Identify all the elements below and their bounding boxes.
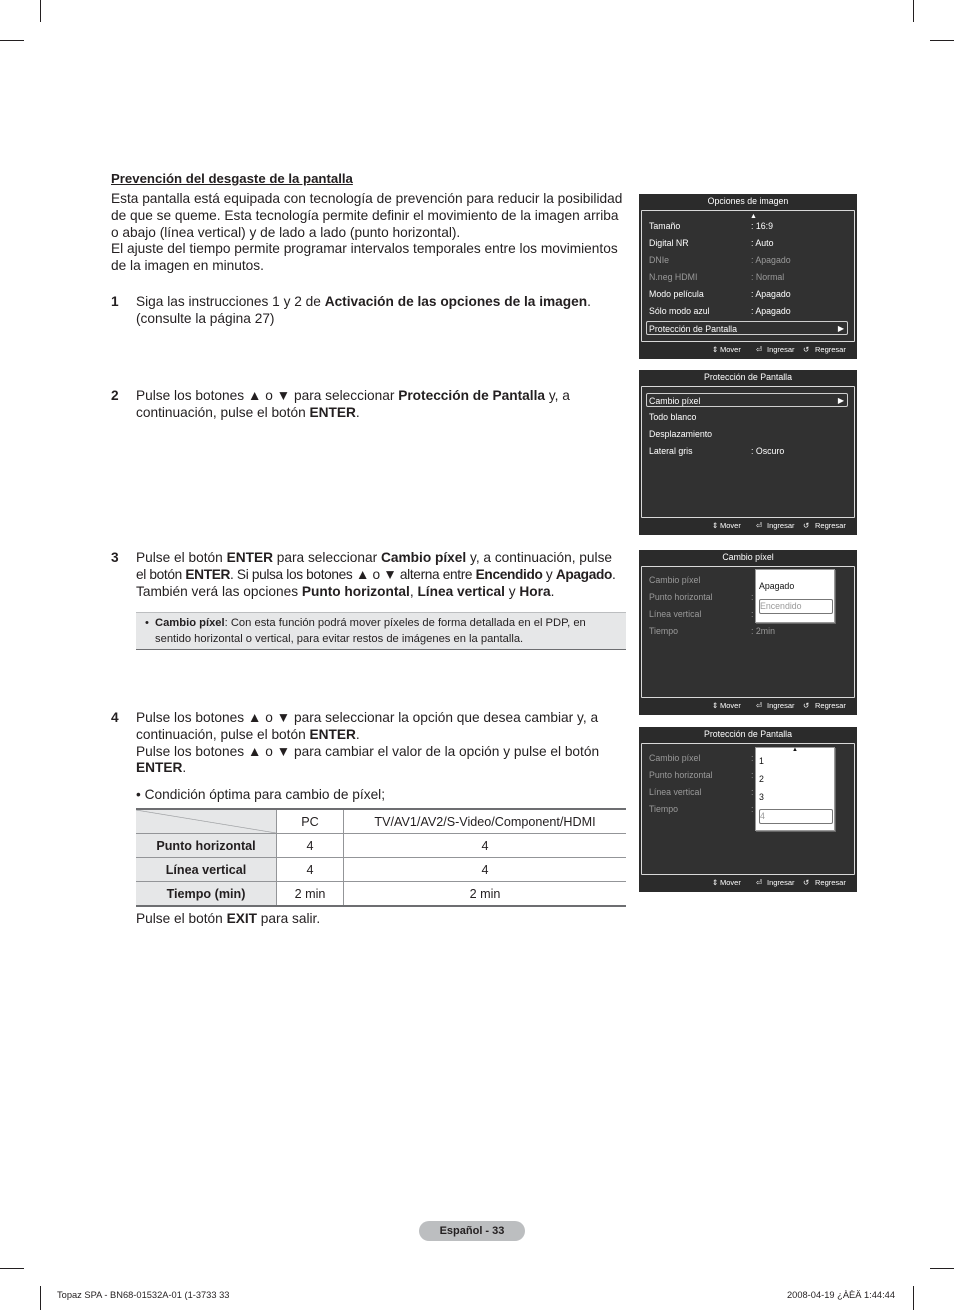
crop-mark-bottom-right-v xyxy=(913,1286,914,1310)
step-number: 3 xyxy=(111,550,119,565)
table-row xyxy=(136,858,626,882)
osd-screen-protection-values xyxy=(639,727,857,892)
osd-picture-options xyxy=(639,194,857,359)
osd-footer: ⇕ Mover ⏎ Ingresar ↺ Regresar xyxy=(712,701,846,710)
scroll-up-arrow-icon: ▲ xyxy=(750,213,757,220)
table-row xyxy=(136,834,626,858)
return-icon: ↺ xyxy=(803,701,810,710)
popup-option[interactable]: 2 xyxy=(759,774,764,784)
crop-mark-bottom-left-h xyxy=(0,1268,24,1269)
move-icon: ⇕ xyxy=(712,878,719,887)
note-box: • Cambio píxel: Con esta función podrá mover píxeles de forma detallada en el PDP, en sentido horizontal o vertical, para evitar restos de imágenes en la pantalla. xyxy=(136,612,626,650)
osd-menu-item[interactable]: Cambio píxel xyxy=(649,575,701,585)
page-number-badge: Español - 33 xyxy=(419,1221,525,1241)
osd-menu-item[interactable]: Tiempo : xyxy=(649,804,754,814)
osd-menu-item[interactable]: Desplazamiento xyxy=(649,429,713,439)
table-row-header: Punto horizontal xyxy=(136,834,277,858)
osd-menu-item[interactable]: Tiempo : 2min xyxy=(649,626,775,636)
table-row-header: Línea vertical xyxy=(136,858,277,882)
osd-menu-item-disabled: DNIe : Apagado xyxy=(649,255,791,265)
osd-menu-item[interactable]: Sólo modo azul : Apagado xyxy=(649,306,791,316)
enter-icon: ⏎ xyxy=(756,878,763,887)
osd-title: Protección de Pantalla xyxy=(703,729,793,739)
popup-option[interactable]: Apagado xyxy=(759,581,795,591)
step-1: 1 Siga las instrucciones 1 y 2 de Activación de las opciones de la imagen. (consulte la página 27) xyxy=(111,294,591,326)
exit-instruction: Pulse el botón EXIT para salir. xyxy=(136,911,321,926)
print-footer-right: 2008-04-19 ¿ÀÈÄ 1:44:44 xyxy=(787,1290,896,1300)
osd-menu-body xyxy=(641,386,855,518)
osd-menu-item[interactable]: Línea vertical : xyxy=(649,609,754,619)
table-cell: 2 min xyxy=(344,882,627,907)
table-header: TV/AV1/AV2/S-Video/Component/HDMI xyxy=(344,809,627,834)
step-4: 4 Pulse los botones ▲ o ▼ para seleccionar la opción que desea cambiar y, a continuación, pulse el botón ENTER. Pulse los botones ▲ o ▼ para cambiar el valor de la opción y pulse el botón ENTER. xyxy=(111,710,600,776)
move-icon: ⇕ xyxy=(712,521,719,530)
table-row-header: Tiempo (min) xyxy=(136,882,277,907)
popup-option-highlighted[interactable]: Encendido xyxy=(759,599,833,614)
osd-menu-item-selected[interactable]: Cambio píxel ▶ xyxy=(646,393,848,407)
bullet: • xyxy=(145,617,149,629)
step-number: 4 xyxy=(111,710,119,725)
crop-mark-top-right-v xyxy=(913,0,914,22)
condition-text: • Condición óptima para cambio de píxel; xyxy=(136,787,386,802)
osd-footer: ⇕ Mover ⏎ Ingresar ↺ Regresar xyxy=(712,345,846,354)
crop-mark-top-right-h xyxy=(930,40,954,41)
crop-mark-bottom-left-v xyxy=(40,1286,41,1310)
popup-option[interactable]: 1 xyxy=(759,756,764,766)
move-icon: ⇕ xyxy=(712,345,719,354)
osd-menu-item[interactable]: Digital NR : Auto xyxy=(649,238,774,248)
popup-option[interactable]: 3 xyxy=(759,792,764,802)
osd-pixel-shift xyxy=(639,550,857,715)
osd-menu-body xyxy=(641,210,855,342)
optimal-conditions-table xyxy=(136,808,626,907)
table-cell: 4 xyxy=(344,834,627,858)
enter-icon: ⏎ xyxy=(756,345,763,354)
crop-mark-bottom-right-h xyxy=(930,1268,954,1269)
osd-menu-item[interactable]: Tamaño : 16:9 xyxy=(649,221,774,231)
osd-title: Protección de Pantalla xyxy=(703,372,793,382)
step-2: 2 Pulse los botones ▲ o ▼ para seleccionar Protección de Pantalla y, a continuación, pulse el botón ENTER. xyxy=(111,388,570,420)
enter-icon: ⏎ xyxy=(756,701,763,710)
osd-menu-item[interactable]: Todo blanco xyxy=(649,412,697,422)
play-arrow-icon: ▶ xyxy=(837,396,844,405)
return-icon: ↺ xyxy=(803,878,810,887)
osd-menu-item[interactable]: Línea vertical : xyxy=(649,787,754,797)
osd-menu-item[interactable]: Modo película : Apagado xyxy=(649,289,791,299)
osd-menu-item[interactable]: Lateral gris : Oscuro xyxy=(649,446,785,456)
step-3: 3 Pulse el botón ENTER para seleccionar Cambio píxel y, a continuación, pulse el botón ENTER. Si pulsa los botones ▲ o ▼ alterna entre Encendido y Apagado. También verá las opciones Punto horizontal, Línea vertical y Hora. xyxy=(111,550,616,599)
popup-option-highlighted[interactable]: 4 xyxy=(759,809,833,824)
table-header: PC xyxy=(277,809,344,834)
scroll-up-arrow-icon: ▲ xyxy=(792,747,798,753)
crop-mark-top-left-h xyxy=(0,40,24,41)
osd-menu-body xyxy=(641,743,855,875)
osd-title: Opciones de imagen xyxy=(707,196,789,206)
osd-menu-item[interactable]: Punto horizontal : xyxy=(649,770,754,780)
table-cell: 4 xyxy=(344,858,627,882)
table-cell: 4 xyxy=(277,834,344,858)
table-header-row xyxy=(136,809,626,834)
return-icon: ↺ xyxy=(803,345,810,354)
osd-footer: ⇕ Mover ⏎ Ingresar ↺ Regresar xyxy=(712,521,846,530)
intro-paragraph: Esta pantalla está equipada con tecnología de prevención para reducir la posibilidad de que se queme. Esta tecnología permite definir el movimiento de la imagen arriba o abajo (línea vertical) y de lado a lado (punto horizontal). El ajuste del tiempo permite programar intervalos temporales entre los movimientos de la imagen en minutos. xyxy=(111,191,623,274)
crop-mark-top-left-v xyxy=(40,0,41,22)
step-number: 2 xyxy=(111,388,119,403)
section-title: Prevención del desgaste de la pantalla xyxy=(111,171,353,186)
play-arrow-icon: ▶ xyxy=(837,324,844,333)
table-row xyxy=(136,882,626,907)
step-number: 1 xyxy=(111,294,119,309)
osd-footer: ⇕ Mover ⏎ Ingresar ↺ Regresar xyxy=(712,878,846,887)
osd-menu-item-selected[interactable]: Protección de Pantalla ▶ xyxy=(646,321,848,335)
table-cell: 4 xyxy=(277,858,344,882)
osd-menu-body xyxy=(641,566,855,698)
osd-option-popup xyxy=(755,569,835,623)
print-footer-left: Topaz SPA - BN68-01532A-01 (1-3733 33 xyxy=(57,1290,230,1300)
table-cell: 2 min xyxy=(277,882,344,907)
osd-menu-item[interactable]: Cambio píxel : xyxy=(649,753,754,763)
table-corner-cell xyxy=(136,809,277,834)
return-icon: ↺ xyxy=(803,521,810,530)
osd-menu-item-disabled: N.neg HDMI : Normal xyxy=(649,272,785,282)
osd-option-popup xyxy=(755,747,835,831)
enter-icon: ⏎ xyxy=(756,521,763,530)
move-icon: ⇕ xyxy=(712,701,719,710)
osd-title: Cambio píxel xyxy=(722,552,774,562)
osd-screen-protection xyxy=(639,370,857,535)
osd-menu-item[interactable]: Punto horizontal : xyxy=(649,592,754,602)
